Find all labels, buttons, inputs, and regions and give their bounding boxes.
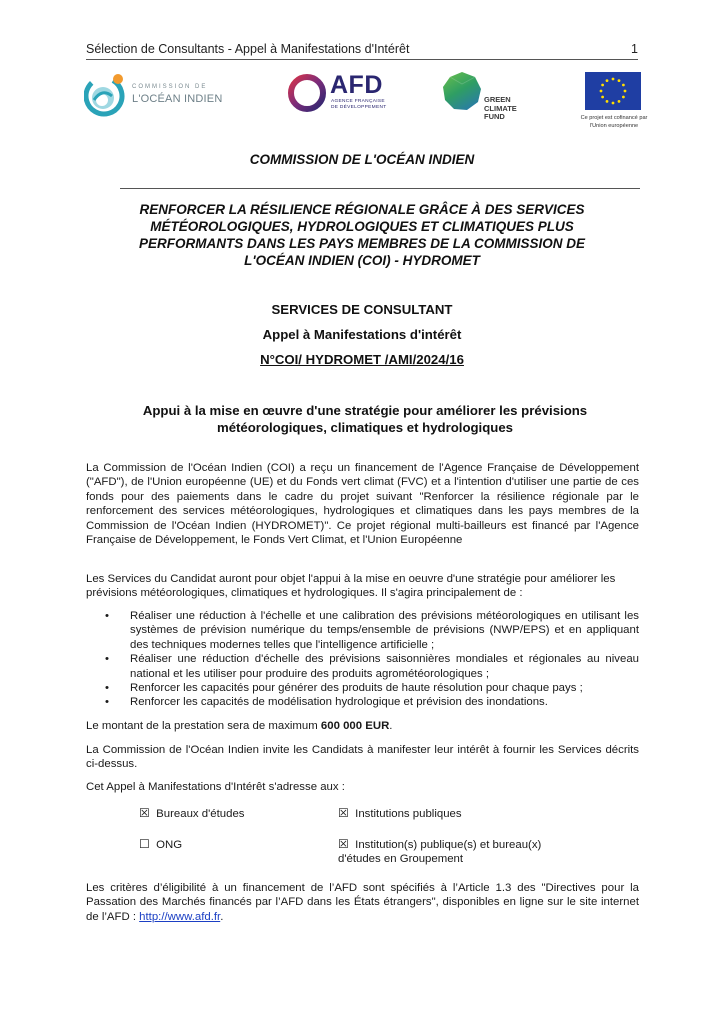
afd-logo (286, 72, 396, 114)
checked-box-icon: ☒ (338, 837, 349, 851)
checked-box-icon: ☒ (338, 806, 349, 820)
bullet-icon: • (105, 682, 109, 695)
tasks-list (86, 609, 639, 710)
objective-paragraph: Les Services du Candidat auront pour objet l'appui à la mise en oeuvre d'une stratégie pour améliorer les prévisions météorologiques, climatiques et hydrologiques. Il s'agira principalement de : (86, 573, 616, 600)
running-header (86, 40, 638, 60)
amount-value: 600 000 EUR (320, 720, 390, 732)
option-institutions-publiques (338, 806, 462, 821)
bullet-icon: • (105, 653, 109, 666)
partner-logos (0, 64, 724, 154)
amount-suffix: . (389, 720, 393, 732)
eligibility-end: . (220, 910, 224, 923)
afd-website-link[interactable]: http://www.afd.fr (139, 910, 221, 923)
call-heading: Appel à Manifestations d'intérêt (262, 327, 462, 342)
afd-logo-line1: AGENCE FRANÇAISE (331, 99, 385, 104)
title-divider (120, 188, 640, 189)
gcf-globe-icon (441, 70, 483, 112)
assignment-subject: Appui à la mise en œuvre d'une stratégie pour améliorer les prévisions météorologiques, climatiques et hydrologiques (142, 403, 588, 435)
reference-number: N°COI/ HYDROMET /AMI/2024/16 (260, 352, 464, 367)
coi-logo (84, 70, 224, 120)
list-item-text: Renforcer les capacités pour générer des produits de haute résolution pour chaque pays ; (130, 682, 583, 695)
list-item-text: Réaliser une réduction à l'échelle et une calibration des prévisions météorologiques en utilisant les systèmes de prévision numérique du temps/ensemble de prévisions (NWP/EPS) et en appliquant des techniques modernes telles que l'intelligence artificielle ; (130, 610, 639, 651)
project-title: RENFORCER LA RÉSILIENCE RÉGIONALE GRÂCE À DES SERVICES MÉTÉOROLOGIQUES, HYDROLOGIQUES ET CLIMATIQUES PLUS PERFORMANTS DANS LES PAYS MEMBRES DE LA COMMISSION DE L'OCÉAN INDIEN (COI) - HYDROMET (138, 202, 586, 268)
invite-paragraph: La Commission de l'Océan Indien invite les Candidats à manifester leur intérêt à fournir les Services décrits ci-dessus. (86, 744, 639, 771)
coi-logo-line2: L'OCÉAN INDIEN (132, 93, 223, 105)
unchecked-box-icon: ☐ (139, 837, 150, 851)
intro-paragraph: La Commission de l'Océan Indien (COI) a reçu un financement de l'Agence Française de Développement ("AFD"), de l'Union européenne (UE) et du Fonds vert climat (FVC) et a l'intention d'utiliser une partie de ces fonds pour des paiements dans le cadre du projet suivant "Renforcer la résilience régionale par le renforcement des services météorologiques, hydrologiques et climatiques dans les pays membres de la Commission de l'Océan Indien (HYDROMET)". Ce projet régional multi-bailleurs est financé par l'Agence Française de Développement, le Fonds Vert Climat, et l'Union Européenne (86, 462, 639, 547)
option-label: Institution(s) publique(s) et bureau(x) d'études en Groupement (338, 839, 542, 866)
list-item (86, 681, 639, 695)
audience-paragraph: Cet Appel à Manifestations d'Intérêt s'adresse aux : (86, 781, 345, 793)
list-item (86, 652, 639, 681)
amount-prefix: Le montant de la prestation sera de maximum (86, 720, 321, 732)
eu-caption-line2: l'Union européenne (589, 122, 639, 129)
gcf-logo-line3: FUND (484, 112, 505, 121)
checked-box-icon: ☒ (139, 806, 150, 820)
eu-flag-icon (585, 72, 641, 110)
eligibility-paragraph (86, 881, 639, 924)
services-heading: SERVICES DE CONSULTANT (271, 302, 453, 317)
gcf-logo-line1: GREEN (484, 95, 511, 104)
eu-logo (580, 72, 660, 152)
afd-logo-line2: DE DÉVELOPPEMENT (331, 104, 387, 110)
option-label: Bureaux d'études (156, 808, 245, 820)
eu-cofinancing-caption (574, 115, 654, 130)
eligibility-text: Les critères d’éligibilité à un financement de l’AFD sont spécifiés à l’Article 1.3 des "Directives pour la Passation des Marchés financés par l’AFD dans les États étrangers", disponibles en ligne sur le site internet de l’AFD : (86, 882, 639, 923)
afd-logo-subtitle (331, 99, 386, 110)
gcf-logo (441, 70, 551, 126)
option-label: Institutions publiques (355, 808, 462, 820)
amount-paragraph (86, 719, 639, 733)
coi-logo-line1: COMMISSION DE (132, 84, 208, 90)
gcf-logo-line2: CLIMATE (484, 103, 517, 113)
option-bureaux-etudes (139, 806, 244, 821)
afd-logo-name: AFD (330, 71, 383, 99)
page-number: 1 (631, 42, 638, 56)
list-item (86, 695, 639, 709)
gcf-logo-text (484, 96, 517, 122)
eu-caption-line1: Ce projet est cofinancé par (580, 115, 648, 121)
bullet-icon: • (105, 610, 109, 622)
option-ong (139, 837, 182, 852)
option-label: ONG (156, 839, 183, 851)
bullet-icon: • (105, 696, 109, 709)
option-groupement (338, 837, 578, 867)
afd-ring-icon (286, 72, 328, 114)
coi-swirl-icon (84, 70, 128, 118)
running-title: Sélection de Consultants - Appel à Manifestations d'Intérêt (86, 42, 410, 56)
list-item (86, 609, 639, 652)
list-item-text: Renforcer les capacités de modélisation hydrologique et prévision des inondations. (130, 696, 548, 709)
org-title: COMMISSION DE L'OCÉAN INDIEN (249, 152, 475, 167)
list-item-text: Réaliser une réduction d'échelle des prévisions saisonnières mondiales et régionales au niveau national et les utiliser pour produire des produits agrométéorologiques ; (130, 653, 639, 680)
